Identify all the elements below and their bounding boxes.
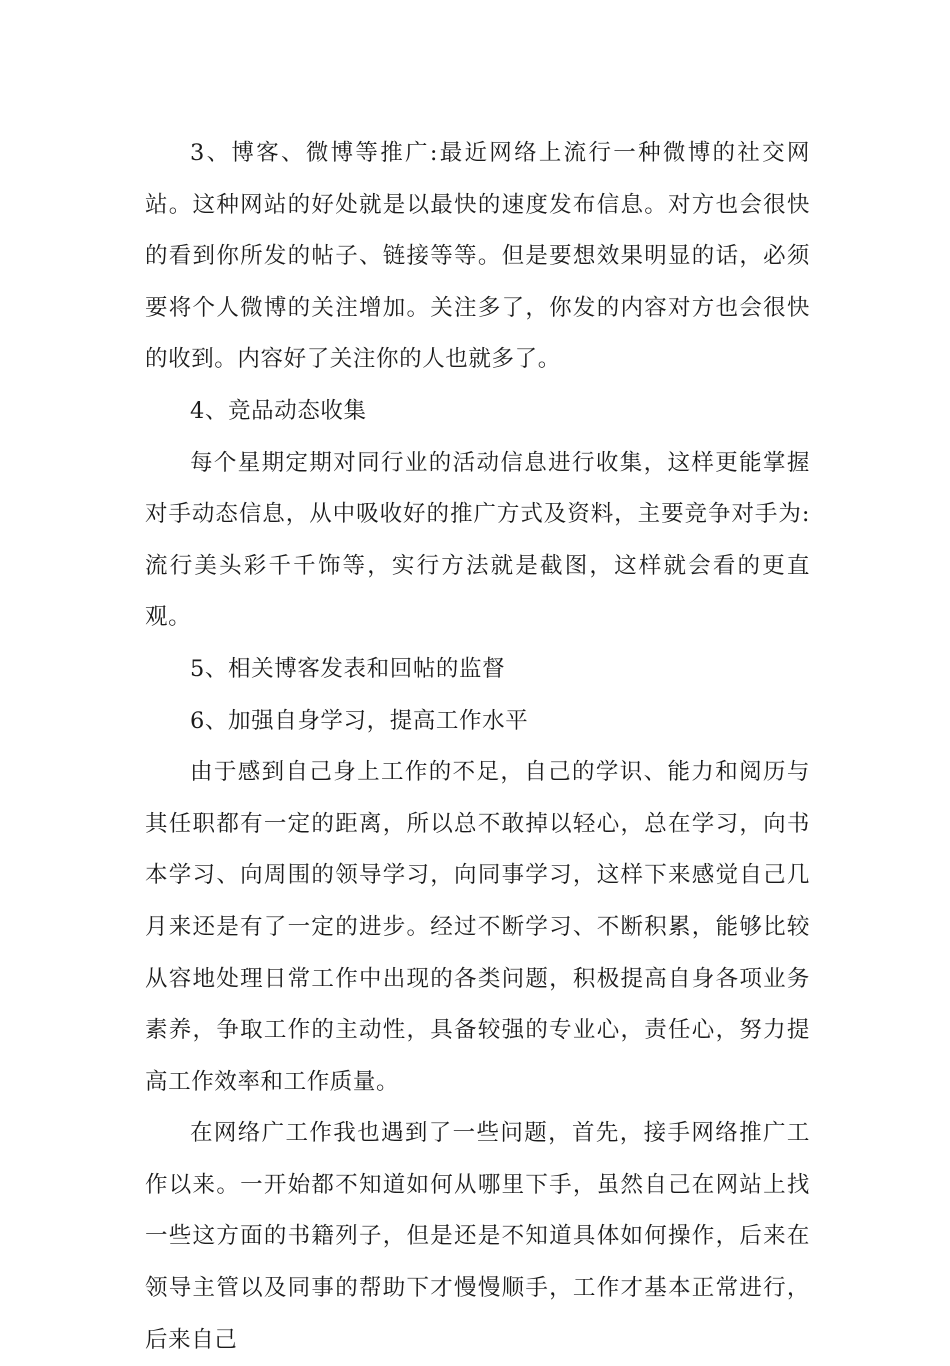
paragraph-self-study: 由于感到自己身上工作的不足，自己的学识、能力和阅历与其任职都有一定的距离，所以总不敢掉以轻心，总在学习，向书本学习、向周围的领导学习，向同事学习，这样下来感觉自己几月来还是有了一定的进步。经过不断学习、不断积累，能够比较从容地处理日常工作中出现的各类问题，积极提高自身各项业务素养，争取工作的主动性，具备较强的专业心，责任心，努力提高工作效率和工作质量。	[145, 759, 810, 1095]
heading-competitor-tracking: 4、竞品动态收集	[190, 397, 367, 424]
paragraph-problems: 在网络广工作我也遇到了一些问题，首先，接手网络推广工作以来。一开始都不知道如何从哪里下手，虽然自己在网站上找一些这方面的书籍列子，但是还是不知道具体如何操作，后来在领导主管以及同事的帮助下才慢慢顺手，工作才基本正常进行，后来自己	[145, 1120, 810, 1353]
paragraph-blog-promotion: 3、博客、微博等推广:最近网络上流行一种微博的社交网站。这种网站的好处就是以最快的速度发布信息。对方也会很快的看到你所发的帖子、链接等等。但是要想效果明显的话，必须要将个人微博的关注增加。关注多了，你发的内容对方也会很快的收到。内容好了关注你的人也就多了。	[145, 140, 810, 373]
heading-blog-monitoring: 5、相关博客发表和回帖的监督	[190, 655, 506, 682]
paragraph-competitor-tracking: 每个星期定期对同行业的活动信息进行收集，这样更能掌握对手动态信息，从中吸收好的推广方式及资料，主要竞争对手为:流行美头彩千千饰等，实行方法就是截图，这样就会看的更直观。	[145, 449, 810, 631]
document-body	[145, 128, 810, 1366]
heading-self-study: 6、加强自身学习，提高工作水平	[190, 707, 529, 734]
